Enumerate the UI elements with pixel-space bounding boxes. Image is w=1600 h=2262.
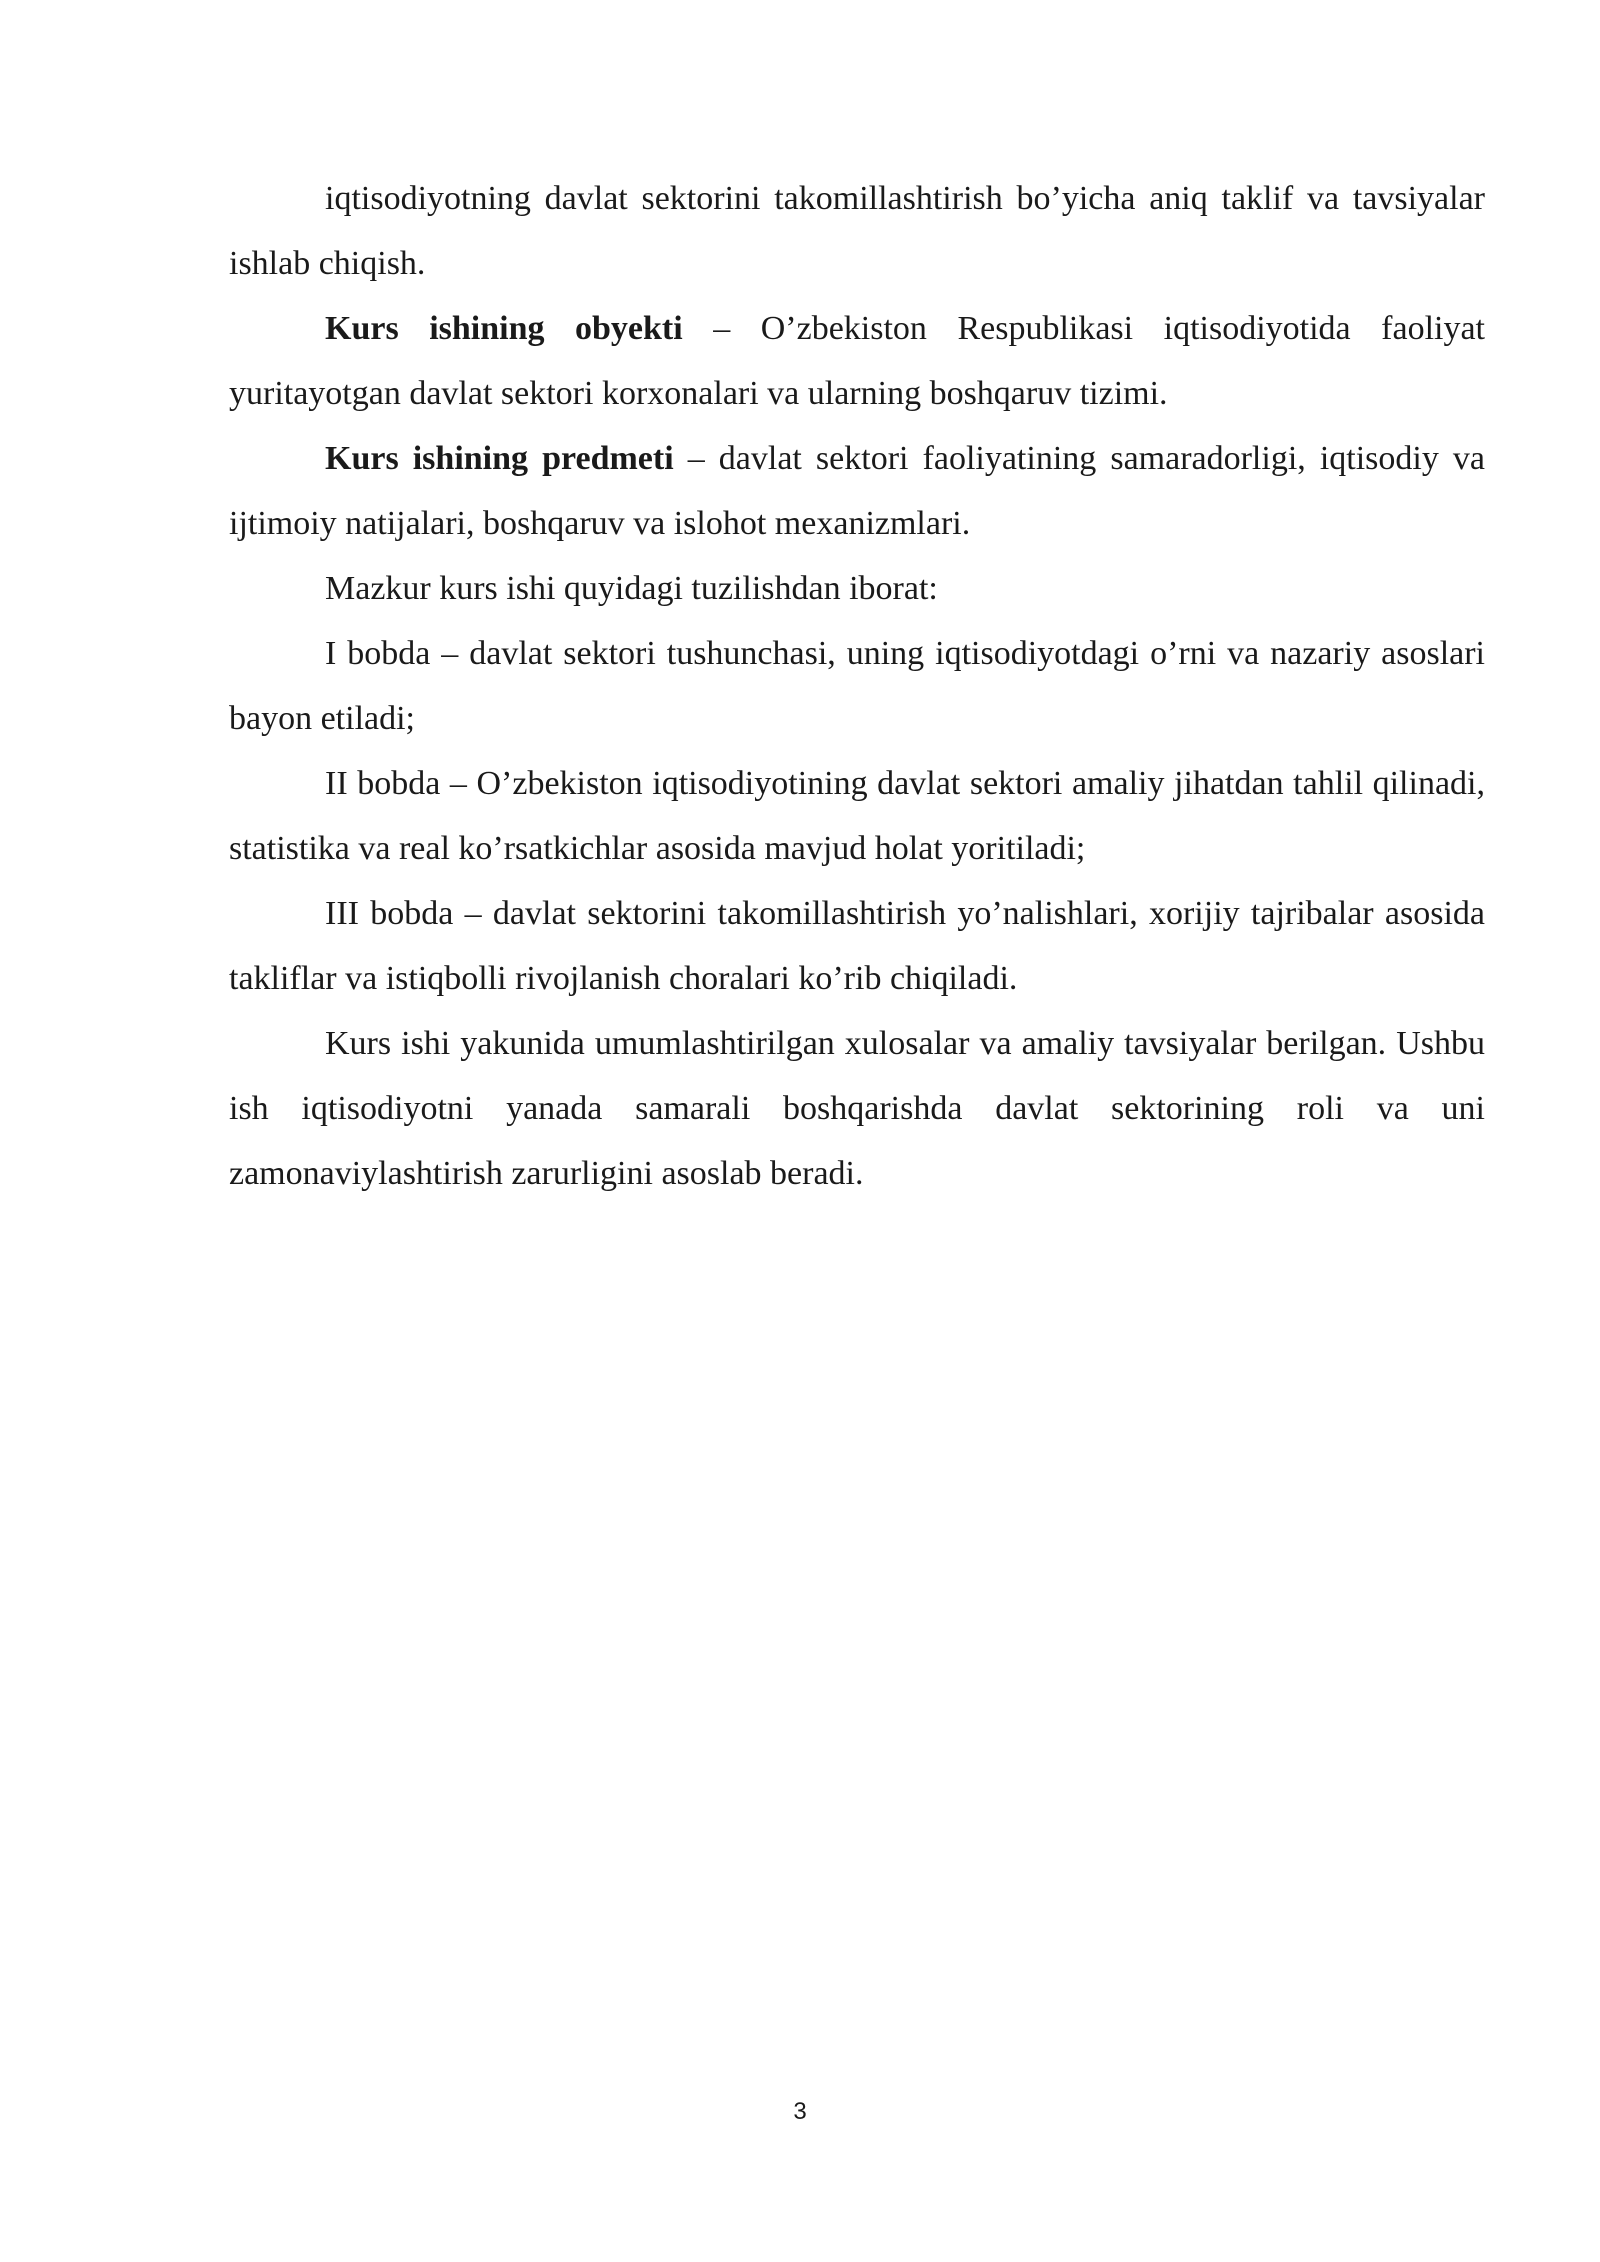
paragraph-2 xyxy=(229,296,1485,426)
paragraph-3 xyxy=(229,426,1485,556)
body-text xyxy=(229,166,1485,1206)
paragraph-2-text: – O’zbekiston Respublikasi iqtisodiyotida faoliyat yuritayotgan davlat sektori korxonalari va ularning boshqaruv tizimi. xyxy=(229,310,1486,412)
paragraph-1-text: iqtisodiyotning davlat sektorini takomillashtirish bo’yicha aniq taklif va tavsiyalar ishlab chiqish. xyxy=(229,180,1485,282)
paragraph-1 xyxy=(229,166,1485,296)
paragraph-7 xyxy=(229,881,1485,1011)
paragraph-4 xyxy=(229,556,1485,621)
paragraph-5 xyxy=(229,621,1485,751)
paragraph-3-bold-term: Kurs ishining predmeti xyxy=(325,440,674,477)
paragraph-7-text: III bobda – davlat sektorini takomillashtirish yo’nalishlari, xorijiy tajribalar asosida takliflar va istiqbolli rivojlanish choralari ko’rib chiqiladi. xyxy=(229,895,1485,997)
paragraph-5-text: I bobda – davlat sektori tushunchasi, uning iqtisodiyotdagi o’rni va nazariy asoslari bayon etiladi; xyxy=(229,635,1485,737)
paragraph-8 xyxy=(229,1011,1485,1206)
paragraph-4-text: Mazkur kurs ishi quyidagi tuzilishdan iborat: xyxy=(325,570,938,607)
paragraph-6 xyxy=(229,751,1485,881)
paragraph-3-text: – davlat sektori faoliyatining samaradorligi, iqtisodiy va ijtimoiy natijalari, boshqaruv va islohot mexanizmlari. xyxy=(229,440,1485,542)
paragraph-2-bold-term: Kurs ishining obyekti xyxy=(325,310,683,347)
paragraph-6-text: II bobda – O’zbekiston iqtisodiyotining davlat sektori amaliy jihatdan tahlil qilinadi, statistika va real ko’rsatkichlar asosida mavjud holat yoritiladi; xyxy=(229,765,1485,867)
paragraph-8-text: Kurs ishi yakunida umumlashtirilgan xulosalar va amaliy tavsiyalar berilgan. Ushbu ish iqtisodiyotni yanada samarali boshqarishda davlat sektorining roli va uni zamonaviylashtirish zarurligini asoslab beradi. xyxy=(229,1025,1485,1192)
page-number: 3 xyxy=(793,2098,807,2125)
